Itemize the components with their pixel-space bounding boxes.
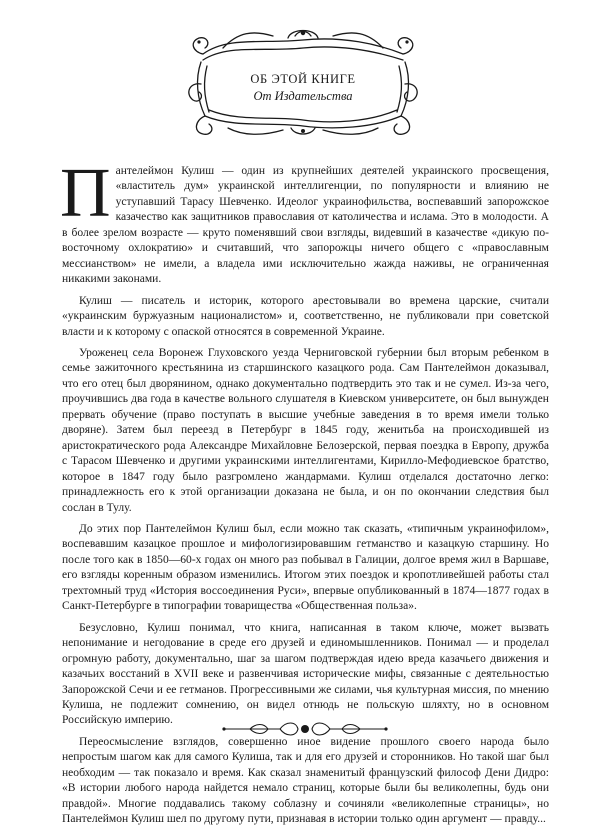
paragraph-5: Безусловно, Кулиш понимал, что книга, написанная в таком ключе, может вызвать непонимание и негодование в среде его друзей и единомышленников. Понимал — и проделал огромную работу, документально, шаг за шагом подтверждая идею вреда казачьего движения и казачьих восстаний в XVII веке и развенчивая исторические мифы, связанные с деятельностью Запорожской Сечи и ее гетманов. Прогрессивными же силами, чья культурная миссия, по мнению Кулиша, не подлежит сомнению, он видел отнюдь не польскую шляхту, но в основном Российскую империю.: [62, 621, 549, 727]
header-banner: [183, 24, 423, 140]
paragraph-3: Уроженец села Воронеж Глуховского уезда Черниговской губернии был вторым ребенком в семье зажиточного крестьянина из старшинского казацкого рода. Сам Пантелеймон доказывал, что его отец был дворянином, однако документально подтвердить это так и не сумел. Из-за чего, проучившись два года в качестве вольного слушателя в Киевском университете, он был вынужден прервать обучение (право поступать в высшие учебные заведения в то время имели только дворяне). Затем был переезд в Петербург в 1845 году, женитьба на происходившей из аристократического рода Александре Михайловне Белозерской, первая поездка в Европу, дружба с Тарасом Шевченко и другими украинскими интеллигентами, Кирилло-Мефодиевское братство, которое в 1847 году было разгромлено жандармами. Кулиш отделался достаточно легко: принадлежность его к этой организации доказана не была, и он по окончании следствия был сослан в Тулу.: [62, 346, 549, 514]
paragraph-1: [60, 155, 549, 288]
drop-cap: П: [60, 155, 111, 232]
section-title: ОБ ЭТОЙ КНИГЕ: [250, 72, 356, 86]
section-subtitle: От Издательства: [253, 89, 353, 103]
paragraph-1-text: антелеймон Кулиш — один из крупнейших деятелей украинского просвещения, «властитель дум» украинской интеллигенции, по популярности и влиянию не уступавший Тарасу Шевченко. Идеолог украинофильства, воспевавший запорожское казачество как защитников православия от католичества и ислама. Это в молодости. А в более зрелом возрасте — круто поменявший свои взгляды, видевший в казачестве «дикую по-восточному охлократию» и считавший, что запорожцы ничего общего с «православным мессианством» не имели, а владела ими исключительно жажда наживы, не ограниченная никакими законами.: [62, 165, 549, 286]
bottom-ornament: [220, 718, 390, 740]
paragraph-4: До этих пор Пантелеймон Кулиш был, если можно так сказать, «типичным украинофилом», воспевавшим казацкое прошлое и мифологизировавшим гетманство и казацкую старшину. Но после того как в 1850—60-х годах он много раз побывал в Галиции, долгое время жил в Варшаве, его взгляды коренным образом изменились. Итогом этих поездок и кропотливейшей работы стал трехтомный труд «История воссоединения Руси», впервые опубликованный в 1874—1877 годах в Санкт-Петербурге в типографии товарищества «Общественная польза».: [62, 522, 549, 613]
paragraph-6: Переосмысление взглядов, совершенно иное видение прошлого своего народа было непростым шагом как для самого Кулиша, так и для его друзей и сторонников. Но такой шаг был необходим — так показало и время. Как сказал знаменитый французский философ Дени Дидро: «В истории любого народа найдется немало страниц, которые были бы великолепны, будь они правдой». Многие поддавались такому соблазну и сочиняли «великолепные страницы», но Пантелеймон Кулиш шел по другому пути, признавая в истории только один аргумент — правду...: [62, 735, 549, 826]
paragraph-2: Кулиш — писатель и историк, которого арестовывали во времена царские, считали «украинским буржуазным националистом» и, соответственно, не публиковали при советской власти и к которому с опаской относятся в современной Украине.: [62, 294, 549, 338]
